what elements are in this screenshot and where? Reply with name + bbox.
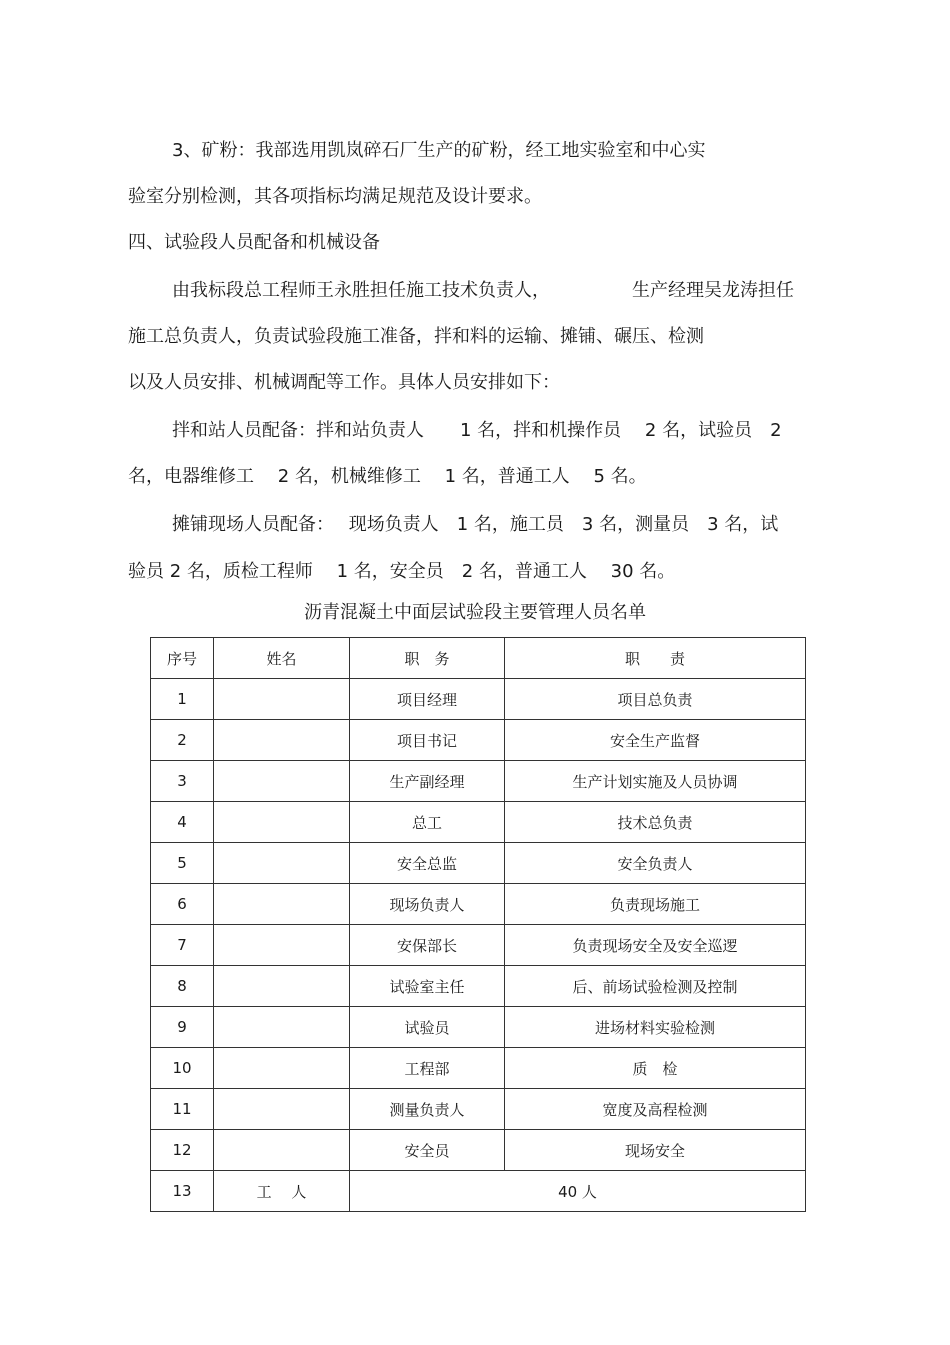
cell-position: 安全总监	[350, 843, 505, 884]
paragraph-staff-intro: 由我标段总工程师王永胜担任施工技术负责人，	[172, 280, 550, 301]
cell-duty: 负责现场安全及安全巡逻	[505, 925, 806, 966]
cell-position: 安全员	[350, 1130, 505, 1171]
cell-position: 测量负责人	[350, 1089, 505, 1130]
cell-name	[214, 925, 350, 966]
cell-position: 总工	[350, 802, 505, 843]
paragraph-staff-duties-cont: 以及人员安排、机械调配等工作。具体人员安排如下：	[128, 372, 560, 393]
cell-position: 试验员	[350, 1007, 505, 1048]
paragraph-staff-intro-b: 生产经理吴龙涛担任	[632, 280, 794, 301]
header-position: 职 务	[350, 638, 505, 679]
table-title: 沥青混凝土中面层试验段主要管理人员名单	[304, 602, 646, 623]
paragraph-mixing-station-cont: 名，电器维修工 2 名，机械维修工 1 名，普通工人 5 名。	[128, 466, 647, 487]
cell-serial: 5	[151, 843, 214, 884]
cell-serial: 4	[151, 802, 214, 843]
cell-name	[214, 1048, 350, 1089]
cell-name	[214, 761, 350, 802]
cell-worker-count: 40 人	[350, 1171, 806, 1212]
cell-serial: 3	[151, 761, 214, 802]
cell-name	[214, 1007, 350, 1048]
paragraph-paving-site-cont: 验员 2 名，质检工程师 1 名，安全员 2 名，普通工人 30 名。	[128, 561, 676, 582]
cell-duty: 安全负责人	[505, 843, 806, 884]
cell-position: 试验室主任	[350, 966, 505, 1007]
paragraph-mineral-powder: 3、矿粉：我部选用凯岚碎石厂生产的矿粉，经工地实验室和中心实	[172, 140, 706, 161]
cell-name: 工 人	[214, 1171, 350, 1212]
cell-serial: 7	[151, 925, 214, 966]
cell-name	[214, 884, 350, 925]
cell-name	[214, 802, 350, 843]
table-row	[151, 1089, 806, 1130]
cell-duty: 宽度及高程检测	[505, 1089, 806, 1130]
cell-name	[214, 966, 350, 1007]
paragraph-staff-duties: 施工总负责人，负责试验段施工准备，拌和料的运输、摊铺、碾压、检测	[128, 326, 704, 347]
table-row	[151, 925, 806, 966]
table-row	[151, 720, 806, 761]
cell-position: 生产副经理	[350, 761, 505, 802]
cell-duty: 进场材料实验检测	[505, 1007, 806, 1048]
table-header-row	[151, 638, 806, 679]
cell-duty: 质 检	[505, 1048, 806, 1089]
cell-name	[214, 1130, 350, 1171]
cell-serial: 13	[151, 1171, 214, 1212]
table-row	[151, 761, 806, 802]
table-row	[151, 1048, 806, 1089]
cell-duty: 生产计划实施及人员协调	[505, 761, 806, 802]
cell-duty: 技术总负责	[505, 802, 806, 843]
table-row	[151, 802, 806, 843]
paragraph-mixing-station: 拌和站人员配备：拌和站负责人 1 名，拌和机操作员 2 名，试验员 2	[172, 420, 782, 441]
header-duty: 职 责	[505, 638, 806, 679]
cell-duty: 负责现场施工	[505, 884, 806, 925]
cell-duty: 后、前场试验检测及控制	[505, 966, 806, 1007]
cell-serial: 12	[151, 1130, 214, 1171]
cell-serial: 1	[151, 679, 214, 720]
cell-serial: 2	[151, 720, 214, 761]
cell-name	[214, 843, 350, 884]
table-row	[151, 966, 806, 1007]
table-row	[151, 1130, 806, 1171]
cell-position: 现场负责人	[350, 884, 505, 925]
cell-serial: 9	[151, 1007, 214, 1048]
cell-serial: 10	[151, 1048, 214, 1089]
table-row	[151, 843, 806, 884]
table-row	[151, 1007, 806, 1048]
cell-name	[214, 679, 350, 720]
table-body	[151, 679, 806, 1171]
cell-duty: 项目总负责	[505, 679, 806, 720]
table-row	[151, 679, 806, 720]
cell-position: 工程部	[350, 1048, 505, 1089]
section-heading-staffing: 四、试验段人员配备和机械设备	[128, 232, 380, 253]
cell-serial: 8	[151, 966, 214, 1007]
paragraph-paving-site: 摊铺现场人员配备： 现场负责人 1 名，施工员 3 名，测量员 3 名，试	[172, 514, 779, 535]
management-staff-table	[150, 637, 806, 1212]
cell-position: 项目经理	[350, 679, 505, 720]
cell-duty: 现场安全	[505, 1130, 806, 1171]
table-row	[151, 884, 806, 925]
table-row-workers	[151, 1171, 806, 1212]
cell-duty: 安全生产监督	[505, 720, 806, 761]
header-name: 姓名	[214, 638, 350, 679]
cell-name	[214, 1089, 350, 1130]
cell-name	[214, 720, 350, 761]
cell-position: 项目书记	[350, 720, 505, 761]
header-serial: 序号	[151, 638, 214, 679]
cell-position: 安保部长	[350, 925, 505, 966]
cell-serial: 6	[151, 884, 214, 925]
cell-serial: 11	[151, 1089, 214, 1130]
paragraph-mineral-powder-cont: 验室分别检测，其各项指标均满足规范及设计要求。	[128, 186, 542, 207]
